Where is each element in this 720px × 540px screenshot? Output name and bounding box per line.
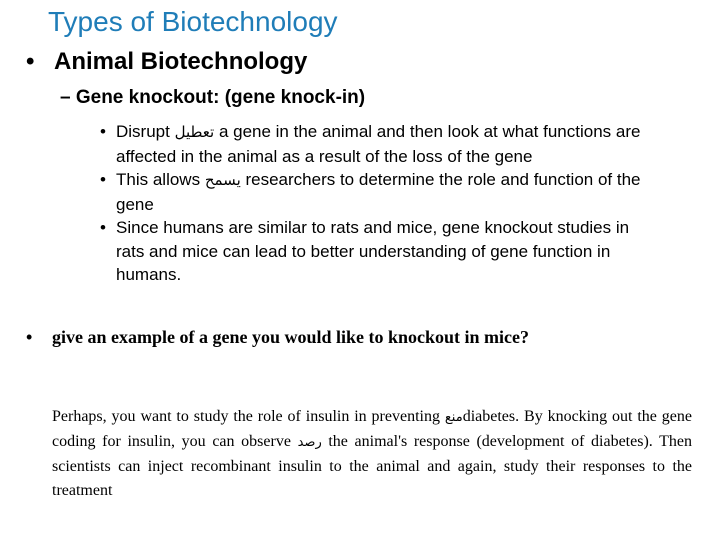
slide-title: Types of Biotechnology xyxy=(48,6,338,37)
point-disrupt xyxy=(100,120,660,168)
bullet-marker: • xyxy=(100,218,106,237)
arabic-gloss: رصد xyxy=(297,435,322,450)
arabic-gloss: منع xyxy=(444,410,463,425)
bullet-marker: • xyxy=(26,327,33,347)
point-text-after: researchers to determine the role and function of the gene xyxy=(116,170,641,214)
bullet-marker: • xyxy=(26,48,35,75)
bullet-marker: • xyxy=(100,122,106,141)
answer-paragraph xyxy=(52,405,692,503)
knockout-points-list xyxy=(100,120,660,287)
question-text: give an example of a gene you would like to knockout in mice? xyxy=(52,327,530,347)
point-text-after: a gene in the animal and then look at what functions are affected in the animal as a result of the loss of the gene xyxy=(116,122,641,166)
bullet-text: Animal Biotechnology xyxy=(54,48,308,75)
answer-part-2: diabetes. By knocking out the gene coding for insulin, you can observe xyxy=(52,408,693,450)
answer-part-1: Perhaps, you want to study the role of insulin in preventing xyxy=(52,408,440,425)
arabic-gloss: تعطيل xyxy=(174,123,215,141)
arabic-gloss: يسمح xyxy=(204,171,241,189)
answer-part-3: the animal's response (development of diabetes). Then scientists can inject recombinant insulin to the animal and again, study their responses to the treatment xyxy=(52,433,693,499)
point-this-allows xyxy=(100,168,660,216)
point-text: Since humans are similar to rats and mice, gene knockout studies in rats and mice can lead to better understanding of gene function in humans. xyxy=(116,218,630,284)
point-text-before: This allows xyxy=(116,170,201,189)
point-humans-similar xyxy=(100,216,660,287)
point-text-before: Disrupt xyxy=(116,122,170,141)
bullet-marker: • xyxy=(100,170,106,189)
subheading-gene-knockout: – Gene knockout: (gene knock-in) xyxy=(60,87,366,108)
question-bullet xyxy=(26,327,706,348)
bullet-animal-biotechnology xyxy=(26,48,307,76)
